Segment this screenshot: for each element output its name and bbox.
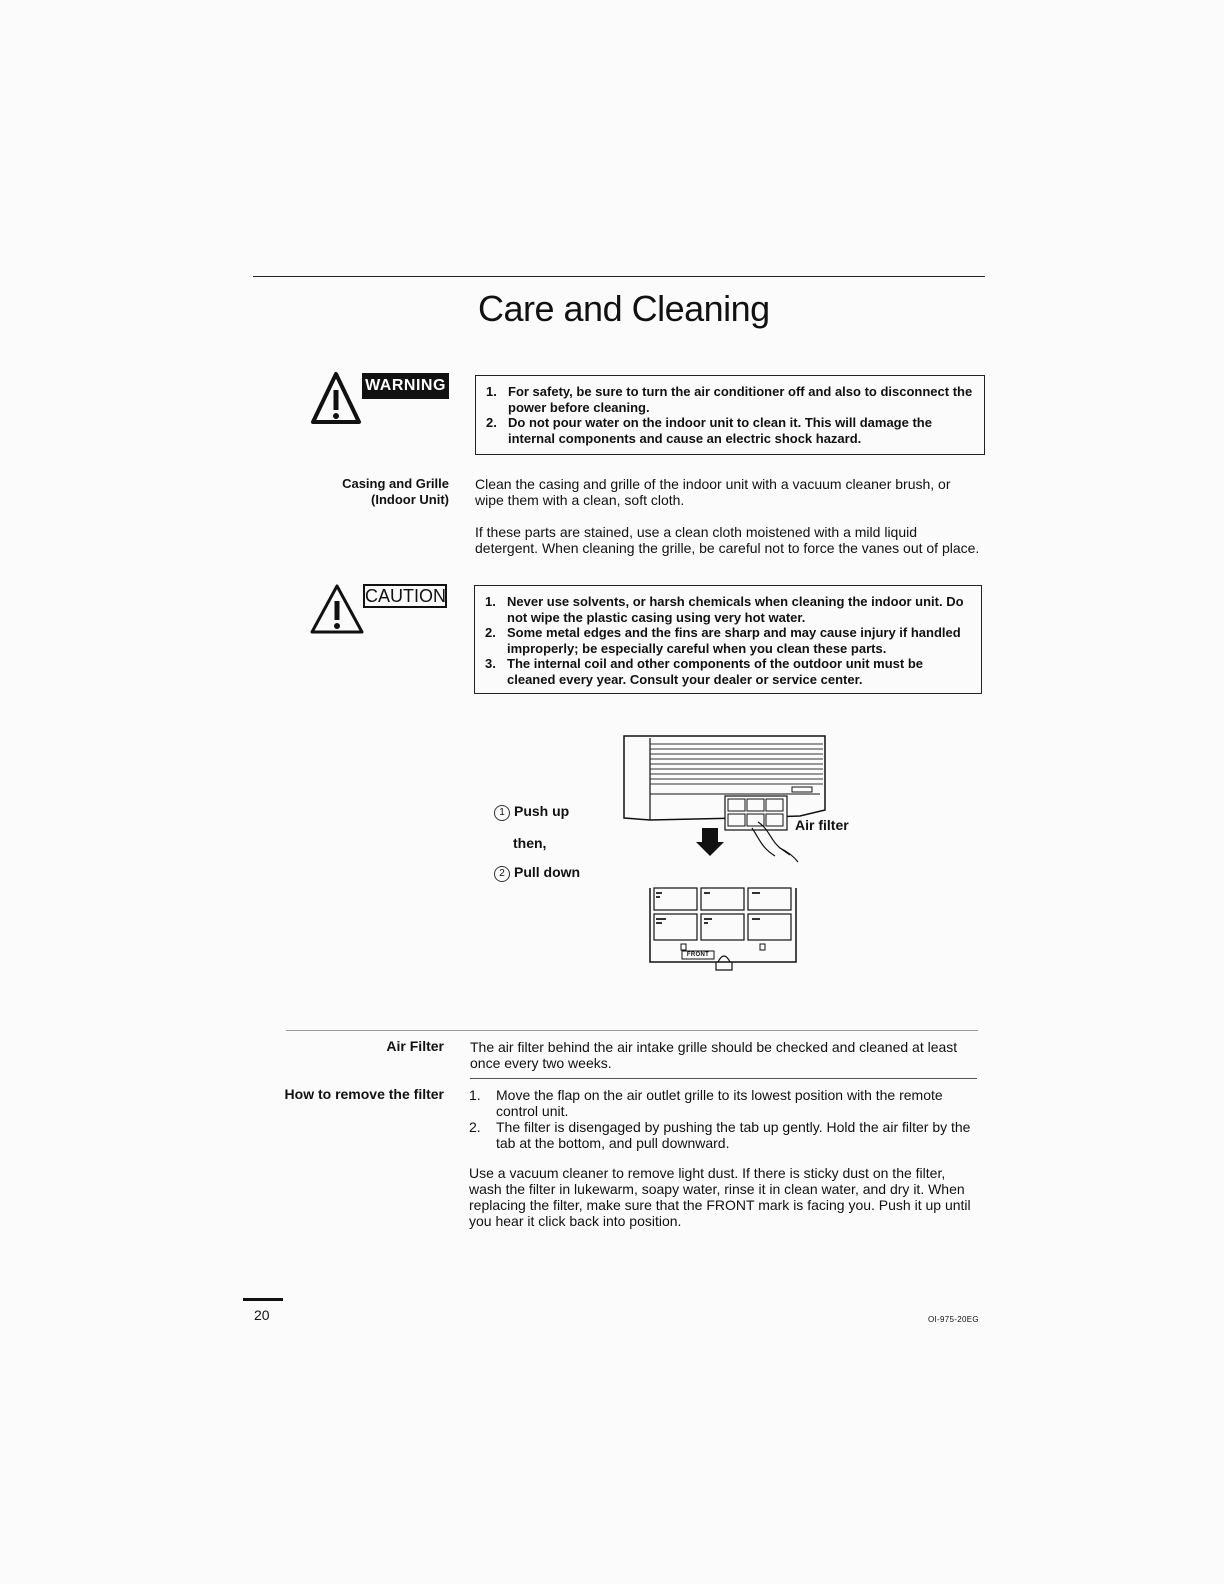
warning-triangle-icon [310, 370, 362, 430]
air-filter-sub-rule [470, 1078, 977, 1079]
warning-badge: WARNING [362, 373, 449, 399]
warning-item: 2. Do not pour water on the indoor unit to clean it. This will damage the internal components and cause an electric shock hazard. [486, 415, 932, 446]
air-filter-rule [286, 1030, 978, 1031]
top-rule [253, 276, 985, 277]
page-title: Care and Cleaning [478, 288, 770, 329]
casing-paragraph-2: If these parts are stained, use a clean cloth moistened with a mild liquid detergent. When cleaning the grille, be careful not to force the vanes out of place. [475, 524, 980, 556]
warning-box [475, 375, 985, 455]
caution-box [474, 585, 982, 694]
step-then-label: then, [513, 835, 547, 851]
remove-filter-steps [469, 1087, 974, 1151]
warning-item: 1. For safety, be sure to turn the air conditioner off and also to disconnect the power before cleaning. [486, 384, 973, 415]
page-number: 20 [254, 1307, 270, 1323]
step-number-1: 1 [494, 805, 510, 821]
caution-item: 2. Some metal edges and the fins are sharp and may cause injury if handled improperly; be especially careful when you clean these parts. [485, 625, 961, 656]
air-filter-label: Air Filter [386, 1038, 444, 1054]
step-push-up-label: 1 Push up [494, 803, 569, 821]
front-mark-label: FRONT [686, 952, 710, 958]
step-pull-down-label: 2 Pull down [494, 864, 580, 882]
caution-item: 1. Never use solvents, or harsh chemicals when cleaning the indoor unit. Do not wipe the plastic casing using very hot water. [485, 594, 964, 625]
caution-badge: CAUTION [365, 586, 446, 606]
filter-detail-illustration [648, 886, 800, 972]
remove-filter-paragraph: Use a vacuum cleaner to remove light dust. If there is sticky dust on the filter, wash the filter in lukewarm, soapy water, rinse it in clean water, and dry it. When replacing the filter, make sure that the FRONT mark is facing you. Push it up until you hear it click back into position. [469, 1165, 971, 1229]
air-filter-paragraph: The air filter behind the air intake grille should be checked and cleaned at least once every two weeks. [470, 1039, 958, 1071]
remove-step: 1. Move the flap on the air outlet grille to its lowest position with the remote control unit. [469, 1087, 943, 1119]
remove-filter-label: How to remove the filter [284, 1086, 444, 1102]
step-number-2: 2 [494, 866, 510, 882]
indoor-unit-illustration [620, 730, 835, 870]
caution-triangle-icon [308, 582, 366, 638]
document-code: OI-975-20EG [928, 1315, 979, 1324]
casing-paragraph-1: Clean the casing and grille of the indoor unit with a vacuum cleaner brush, or wipe them with a clean, soft cloth. [475, 476, 951, 508]
caution-list [485, 594, 973, 687]
footer-bar [243, 1298, 283, 1301]
remove-step: 2. The filter is disengaged by pushing the tab up gently. Hold the air filter by the tab at the bottom, and pull downward. [469, 1119, 971, 1151]
air-filter-callout: Air filter [795, 817, 849, 833]
warning-list [486, 384, 976, 446]
casing-label: Casing and Grille (Indoor Unit) [342, 476, 449, 507]
caution-item: 3. The internal coil and other components of the outdoor unit must be cleaned every year. Consult your dealer or service center. [485, 656, 923, 687]
